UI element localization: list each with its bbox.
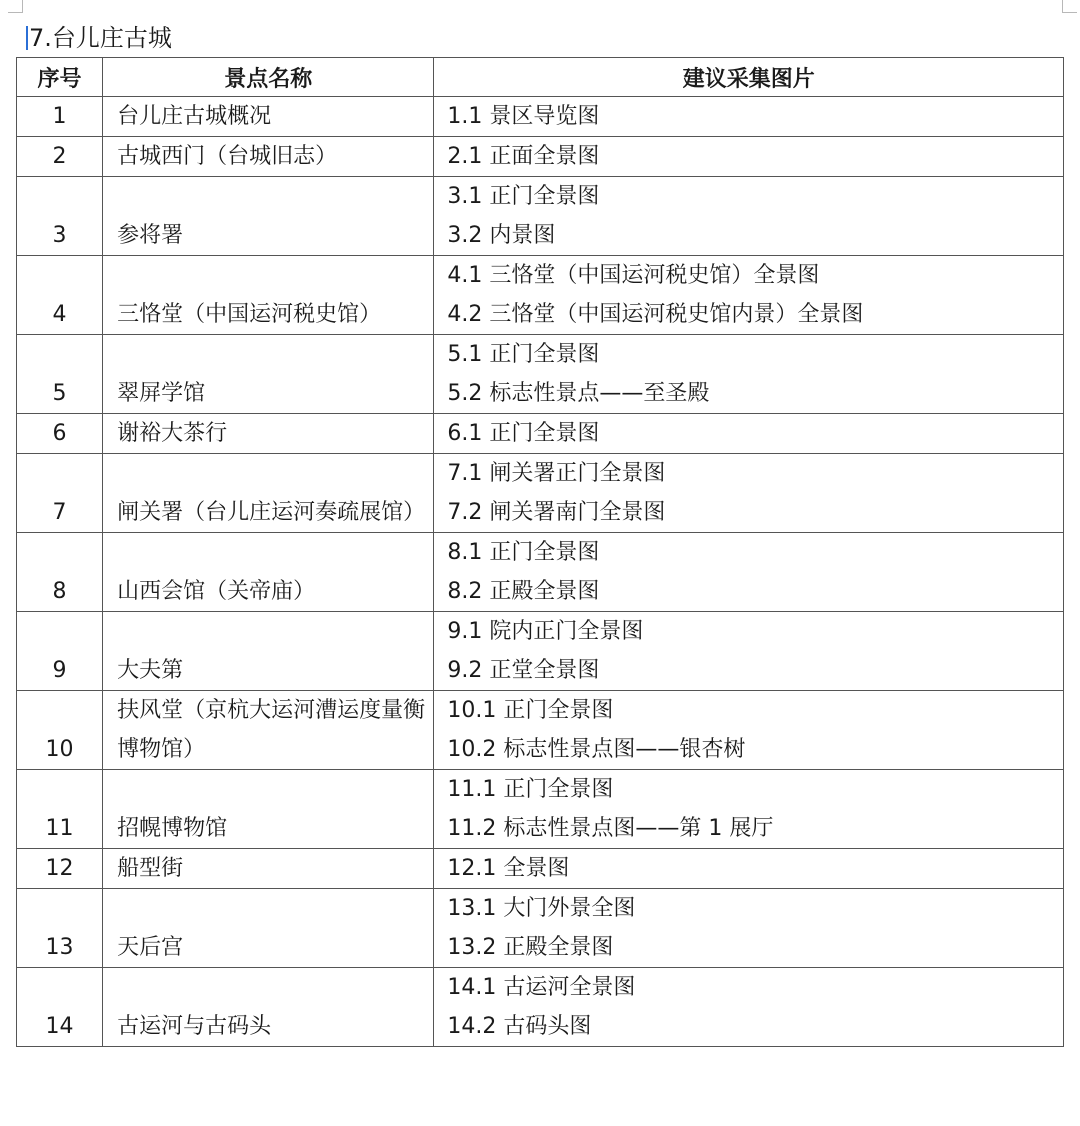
photo-item: 13.2 正殿全景图 — [447, 935, 614, 960]
row-number: 8 — [17, 533, 103, 612]
photo-item: 2.1 正面全景图 — [447, 144, 600, 169]
row-number: 3 — [17, 177, 103, 256]
photo-item: 9.1 院内正门全景图 — [447, 619, 644, 644]
photo-item: 7.2 闸关署南门全景图 — [447, 500, 666, 525]
photo-item: 10.1 正门全景图 — [447, 698, 614, 723]
row-number: 10 — [17, 691, 103, 770]
row-number: 7 — [17, 454, 103, 533]
photo-list — [434, 137, 1064, 177]
table-header-row — [17, 58, 1064, 97]
table-row — [17, 849, 1064, 889]
spot-name: 招幌博物馆 — [103, 770, 434, 849]
row-number: 2 — [17, 137, 103, 177]
scenic-spots-table — [16, 57, 1064, 1047]
table-row — [17, 612, 1064, 691]
table-row — [17, 533, 1064, 612]
spot-name: 古城西门（台城旧志） — [103, 137, 434, 177]
photo-item: 11.2 标志性景点图——第 1 展厅 — [447, 816, 774, 841]
photo-list — [434, 256, 1064, 335]
spot-name: 谢裕大茶行 — [103, 414, 434, 454]
table-row — [17, 889, 1064, 968]
spot-name: 天后宫 — [103, 889, 434, 968]
section-heading-text: 7.台儿庄古城 — [29, 24, 172, 52]
photo-list — [434, 97, 1064, 137]
spot-name: 翠屏学馆 — [103, 335, 434, 414]
row-number: 4 — [17, 256, 103, 335]
photo-item: 13.1 大门外景全图 — [447, 896, 636, 921]
header-spot-name: 景点名称 — [103, 58, 434, 97]
section-heading[interactable] — [26, 22, 172, 54]
table-row — [17, 414, 1064, 454]
spot-name: 山西会馆（关帝庙） — [103, 533, 434, 612]
row-number: 6 — [17, 414, 103, 454]
row-number: 11 — [17, 770, 103, 849]
photo-item: 8.2 正殿全景图 — [447, 579, 600, 604]
photo-list — [434, 533, 1064, 612]
photo-list — [434, 454, 1064, 533]
table-row — [17, 454, 1064, 533]
row-number: 12 — [17, 849, 103, 889]
photo-item: 1.1 景区导览图 — [447, 104, 600, 129]
photo-item: 14.2 古码头图 — [447, 1014, 592, 1039]
spot-name: 扶风堂（京杭大运河漕运度量衡博物馆） — [103, 691, 434, 770]
photo-item: 7.1 闸关署正门全景图 — [447, 461, 666, 486]
table-row — [17, 137, 1064, 177]
photo-item: 4.2 三恪堂（中国运河税史馆内景）全景图 — [447, 302, 864, 327]
photo-list — [434, 691, 1064, 770]
photo-list — [434, 177, 1064, 256]
photo-list — [434, 414, 1064, 454]
photo-item: 3.1 正门全景图 — [447, 184, 600, 209]
photo-item: 8.1 正门全景图 — [447, 540, 600, 565]
photo-item: 3.2 内景图 — [447, 223, 556, 248]
text-cursor — [26, 26, 28, 50]
page-corner-mark-left — [8, 0, 23, 13]
header-suggested-photos: 建议采集图片 — [434, 58, 1064, 97]
row-number: 9 — [17, 612, 103, 691]
spot-name: 参将署 — [103, 177, 434, 256]
photo-list — [434, 612, 1064, 691]
photo-list — [434, 770, 1064, 849]
photo-item: 12.1 全景图 — [447, 856, 570, 881]
photo-list — [434, 889, 1064, 968]
table-row — [17, 97, 1064, 137]
photo-item: 5.2 标志性景点——至圣殿 — [447, 381, 710, 406]
spot-name: 大夫第 — [103, 612, 434, 691]
photo-item: 4.1 三恪堂（中国运河税史馆）全景图 — [447, 263, 820, 288]
table-row — [17, 335, 1064, 414]
row-number: 14 — [17, 968, 103, 1047]
photo-list — [434, 968, 1064, 1047]
header-serial-number: 序号 — [17, 58, 103, 97]
photo-list — [434, 849, 1064, 889]
spot-name: 三恪堂（中国运河税史馆） — [103, 256, 434, 335]
table-row — [17, 256, 1064, 335]
photo-item: 14.1 古运河全景图 — [447, 975, 636, 1000]
row-number: 5 — [17, 335, 103, 414]
photo-item: 10.2 标志性景点图——银杏树 — [447, 737, 746, 762]
photo-item: 6.1 正门全景图 — [447, 421, 600, 446]
photo-list — [434, 335, 1064, 414]
row-number: 1 — [17, 97, 103, 137]
row-number: 13 — [17, 889, 103, 968]
spot-name: 古运河与古码头 — [103, 968, 434, 1047]
spot-name: 台儿庄古城概况 — [103, 97, 434, 137]
spot-name: 闸关署（台儿庄运河奏疏展馆） — [103, 454, 434, 533]
page-corner-mark-right — [1062, 0, 1077, 13]
table-row — [17, 968, 1064, 1047]
table-row — [17, 691, 1064, 770]
table-row — [17, 177, 1064, 256]
table-row — [17, 770, 1064, 849]
photo-item: 5.1 正门全景图 — [447, 342, 600, 367]
spot-name: 船型街 — [103, 849, 434, 889]
photo-item: 11.1 正门全景图 — [447, 777, 614, 802]
photo-item: 9.2 正堂全景图 — [447, 658, 600, 683]
